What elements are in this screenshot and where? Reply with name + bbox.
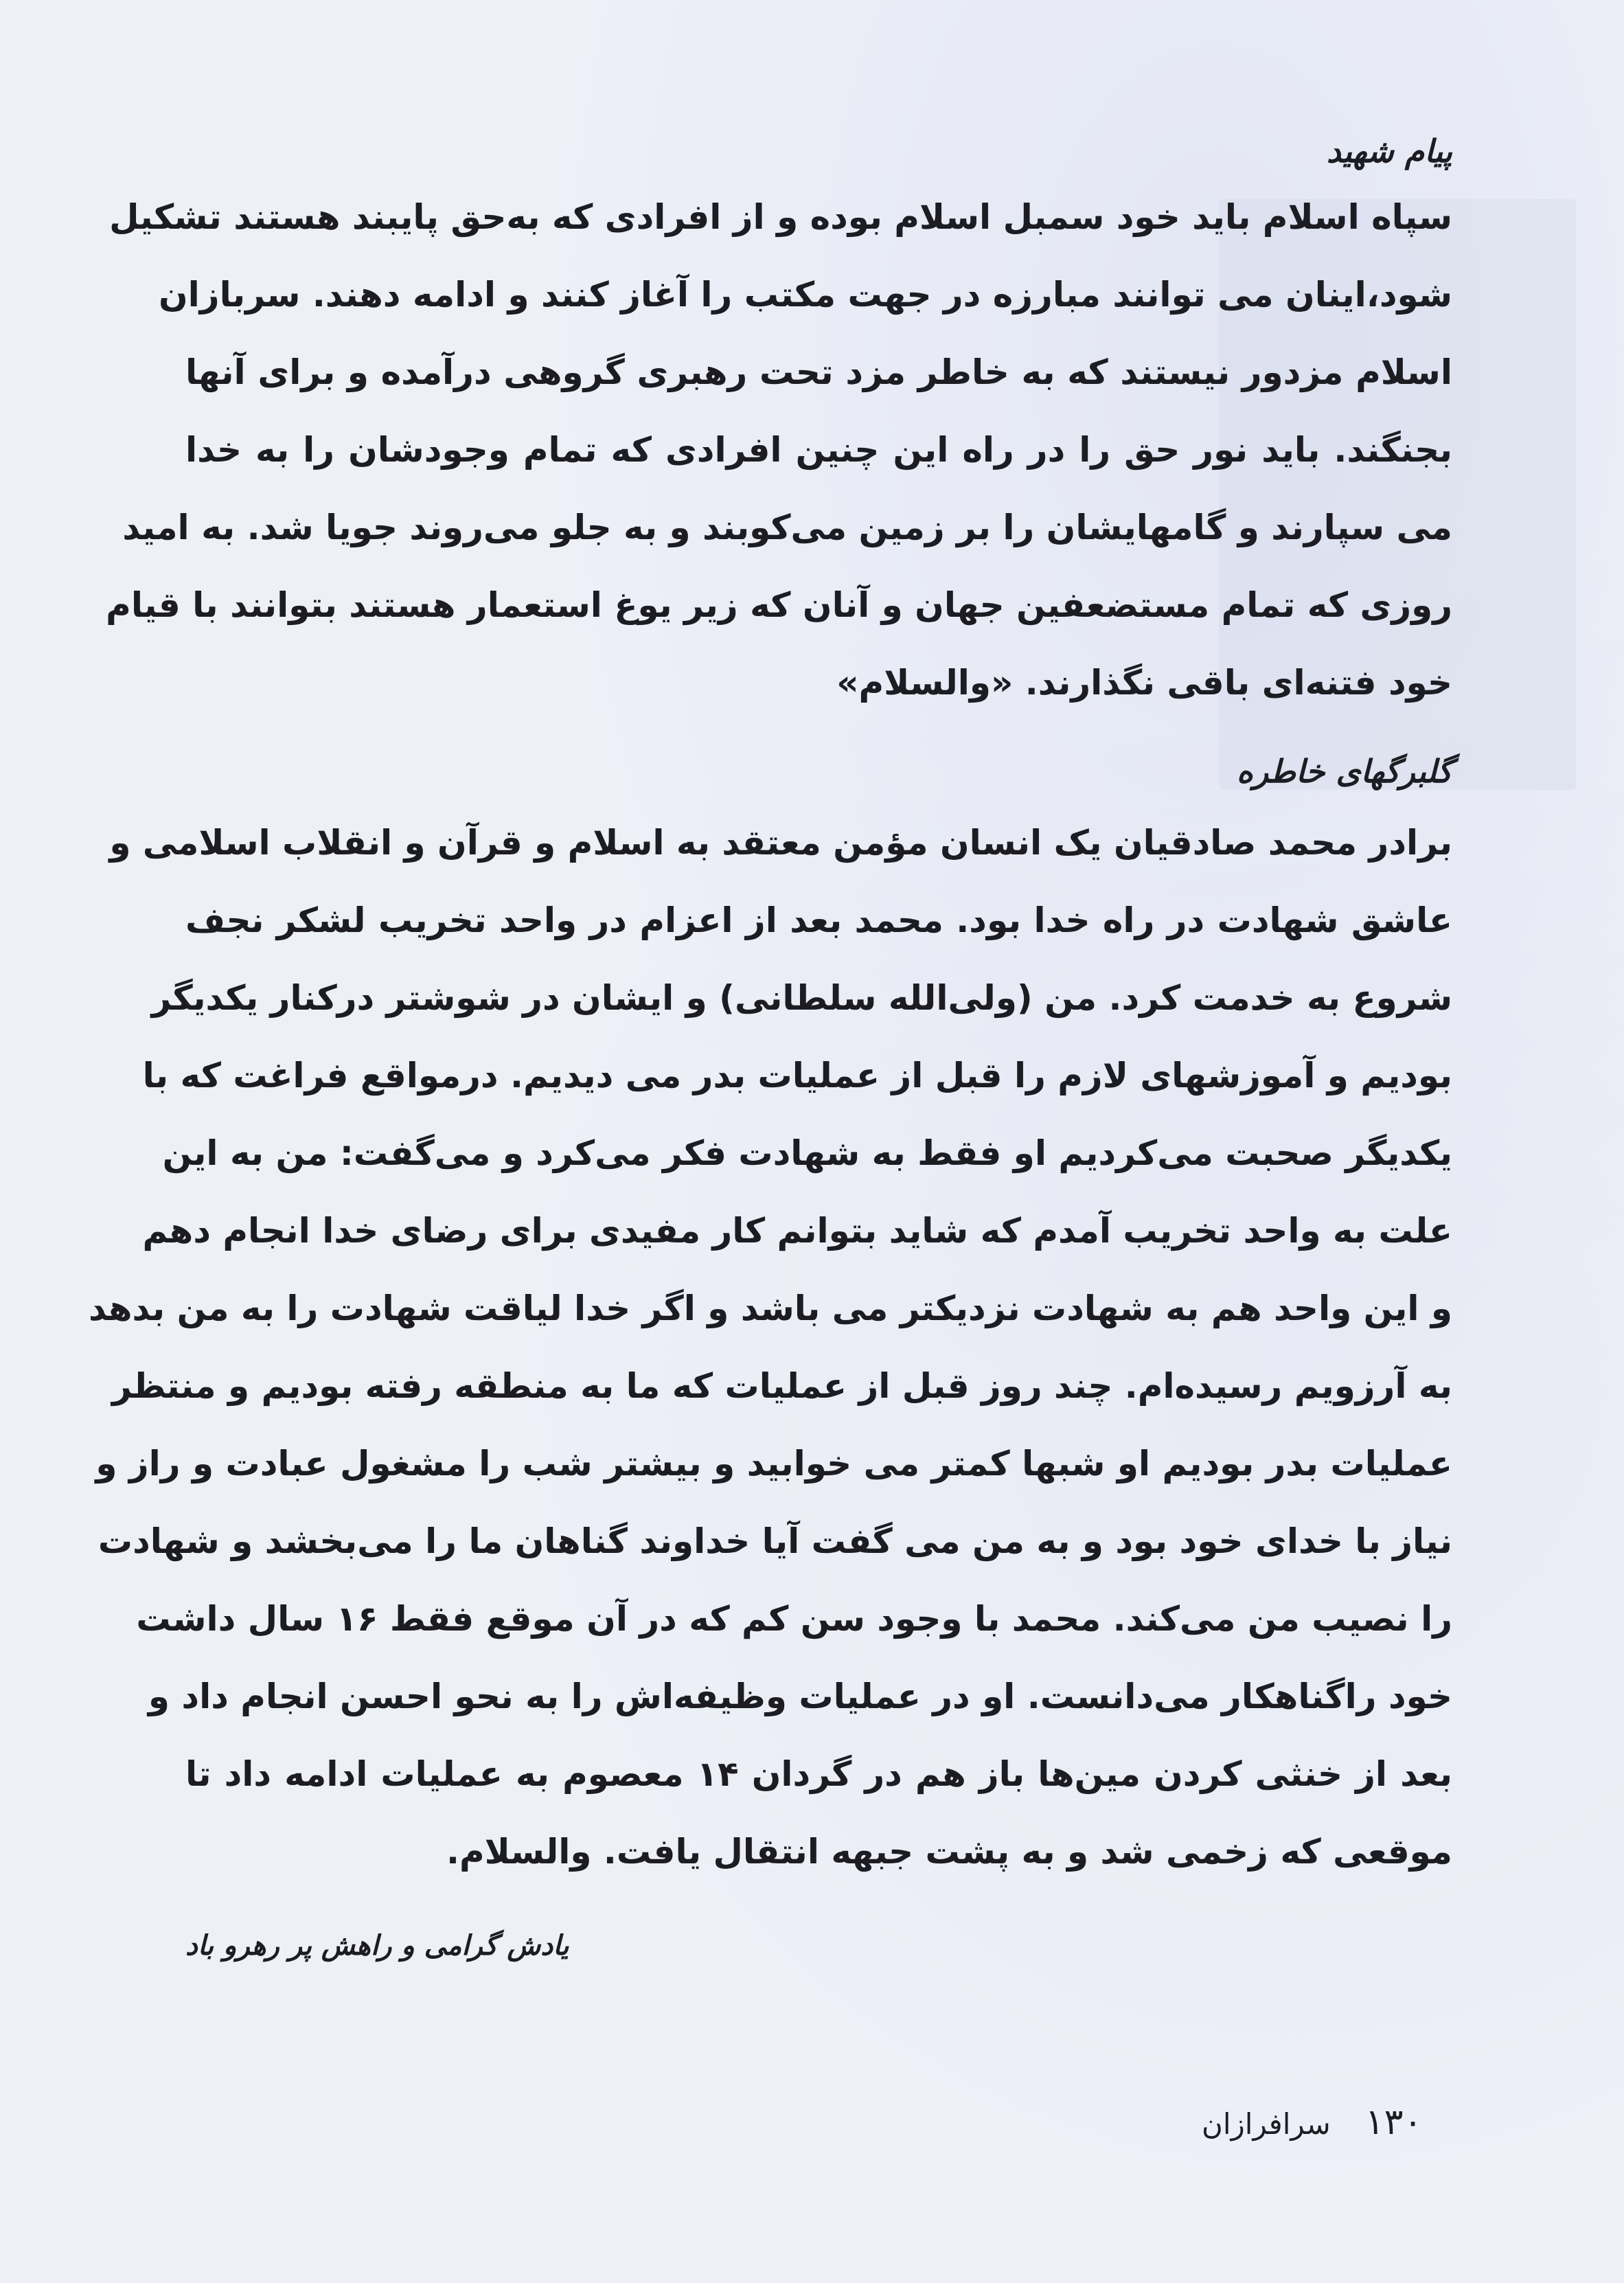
- text-line: بودیم و آموزشهای لازم را قبل از عملیات بدر می دیدیم. درمواقع فراغت که با: [142, 1056, 1452, 1095]
- text-line: شروع به خدمت کرد. من (ولی‌الله سلطانی) و ایشان در شوشتر درکنار یکدیگر: [151, 978, 1452, 1018]
- text-line: بعد از خنثی کردن مین‌ها باز هم در گردان ۱۴ معصوم به عملیات ادامه داد تا: [185, 1754, 1452, 1794]
- section-heading-martyr-message: پیام شهید: [1327, 133, 1452, 170]
- text-line: را نصیب من می‌کند. محمد با وجود سن کم که در آن موقع فقط ۱۶ سال داشت: [136, 1599, 1452, 1639]
- martyr-message-paragraph: [106, 179, 1452, 722]
- text-line: یکدیگر صحبت می‌کردیم او فقط به شهادت فکر می‌کرد و می‌گفت: من به این: [162, 1133, 1452, 1173]
- text-line: روزی که تمام مستضعفین جهان و آنان که زیر یوغ استعمار هستند بتوانند با قیام: [106, 585, 1452, 625]
- text-line: شود،اینان می توانند مبارزه در جهت مکتب را آغاز کنند و ادامه دهند. سربازان: [158, 275, 1452, 315]
- page-number: ۱۳۰: [1364, 2102, 1423, 2143]
- text-line: خود فتنه‌ای باقی نگذارند. «والسلام»: [836, 663, 1452, 703]
- text-line: و این واحد هم به شهادت نزدیکتر می باشد و اگر خدا لیاقت شهادت را به من بدهد: [88, 1288, 1452, 1328]
- text-line: نیاز با خدای خود بود و به من می گفت آیا خداوند گناهان ما را می‌بخشد و شهادت: [98, 1521, 1452, 1561]
- text-line: سپاه اسلام باید خود سمبل اسلام بوده و از افرادی که به‌حق پایبند هستند تشکیل: [109, 197, 1452, 237]
- text-line: می سپارند و گامهایشان را بر زمین می‌کوبند و به جلو می‌روند جویا شد. به امید: [122, 508, 1452, 547]
- closing-remark: یادش گرامی و راهش پر رهرو باد: [185, 1930, 569, 1962]
- text-line: موقعی که زخمی شد و به پشت جبهه انتقال یافت. والسلام.: [446, 1832, 1452, 1872]
- text-line: علت به واحد تخریب آمدم که شاید بتوانم کار مفیدی برای رضای خدا انجام دهم: [142, 1211, 1452, 1251]
- page-footer: [1202, 2102, 1423, 2143]
- memory-paragraph: [88, 804, 1452, 1891]
- section-heading-memory-petals: گلبرگهای خاطره: [1236, 753, 1452, 790]
- text-line: بجنگند. باید نور حق را در راه این چنین افرادی که تمام وجودشان را به خدا: [185, 430, 1452, 470]
- text-line: خود راگناهکار می‌دانست. او در عملیات وظیفه‌اش را به نحو احسن انجام داد و: [148, 1677, 1452, 1716]
- text-line: عملیات بدر بودیم او شبها کمتر می خوابید و بیشتر شب را مشغول عبادت و راز و: [95, 1444, 1452, 1484]
- text-line: اسلام مزدور نیستند که به خاطر مزد تحت رهبری گروهی درآمده و برای آنها: [185, 352, 1452, 392]
- text-line: برادر محمد صادقیان یک انسان مؤمن معتقد به اسلام و قرآن و انقلاب اسلامی و: [109, 823, 1452, 863]
- page-content: [88, 124, 1452, 1891]
- text-line: به آرزویم رسیده‌ام. چند روز قبل از عملیات که ما به منطقه رفته بودیم و منتظر: [111, 1366, 1452, 1406]
- text-line: عاشق شهادت در راه خدا بود. محمد بعد از اعزام در واحد تخریب لشکر نجف: [185, 900, 1452, 940]
- running-footer-title: سرافرازان: [1202, 2107, 1331, 2141]
